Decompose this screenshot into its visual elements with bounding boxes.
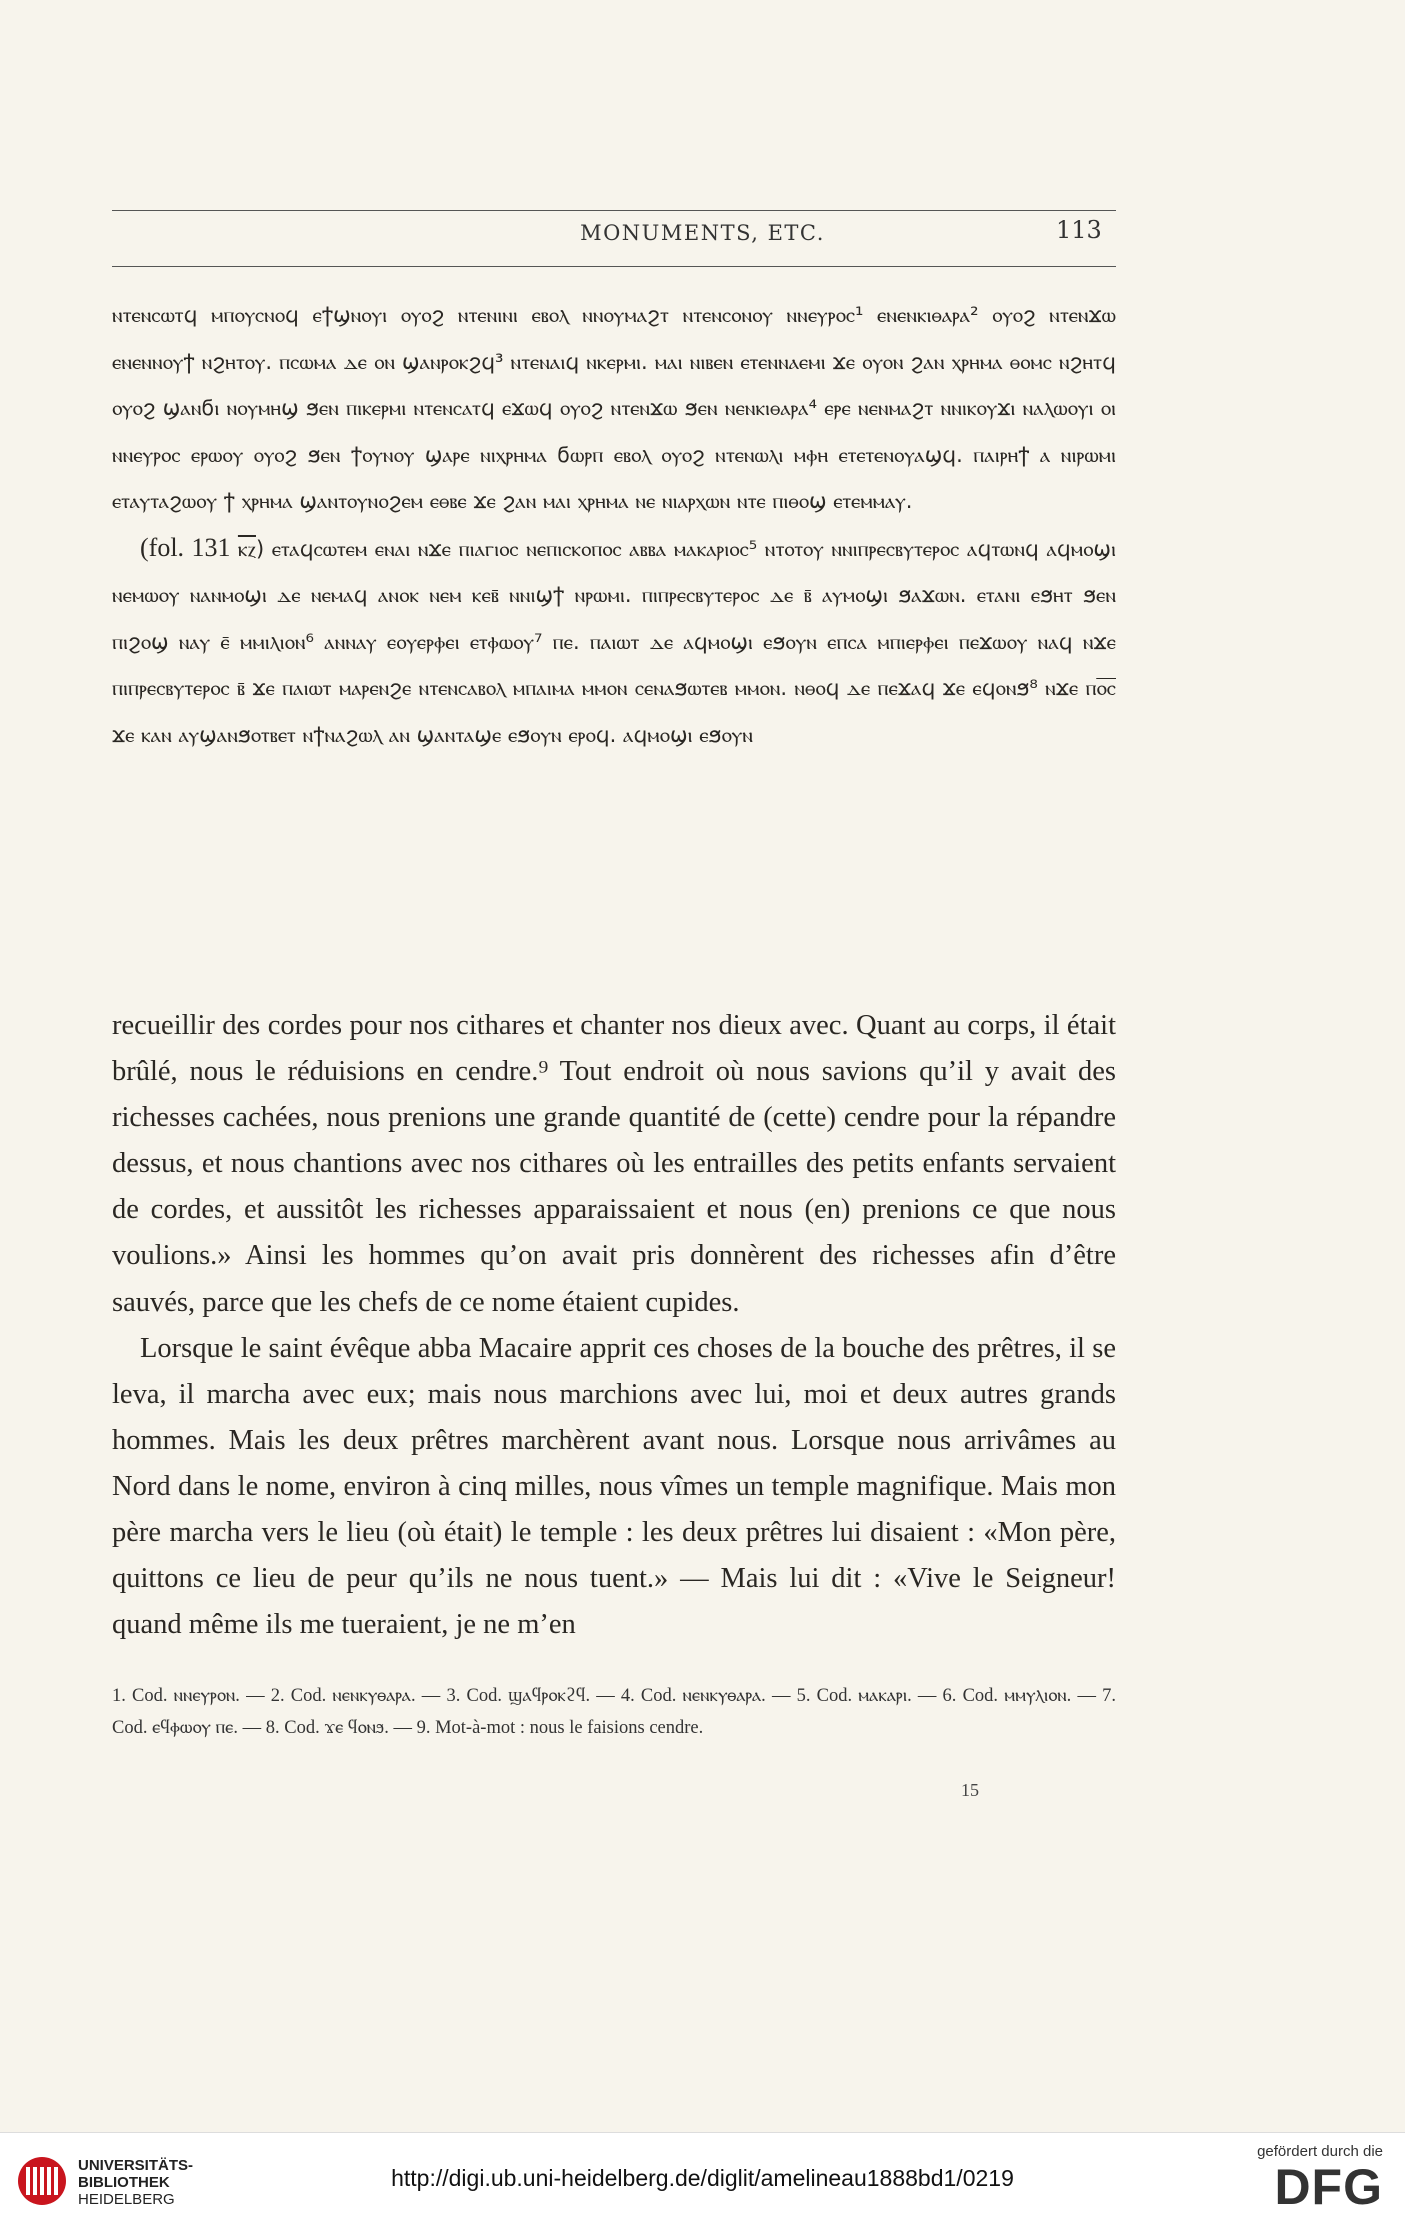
coptic-paragraph: ⲛⲧⲉⲛⲥⲱⲧϥ ⲙⲡⲟⲩⲥⲛⲟϥ ⲉϯϣⲛⲟⲩⲓ ⲟⲩⲟϩ ⲛⲧⲉⲛⲓⲛⲓ ⲉⲃⲟⲗ ⲛⲛⲟⲩⲙⲁϩⲧ ⲛⲧⲉⲛⲥⲟⲛⲟⲩ ⲛⲛⲉⲩⲣⲟⲥ¹ ⲉⲛⲉⲛⲕⲓⲑⲁⲣⲁ² ⲟⲩⲟϩ ⲛⲧⲉⲛϫⲱ ⲉⲛⲉⲛⲛⲟⲩϯ ⲛϩⲏⲧⲟⲩ. ⲡⲥⲱⲙⲁ ⲇⲉ ⲟⲛ ϣⲁⲛⲣⲟⲕϩϥ³ ⲛⲧⲉⲛⲁⲓϥ ⲛⲕⲉⲣⲙⲓ. ⲙⲁⲓ ⲛⲓⲃⲉⲛ ⲉⲧⲉⲛⲛⲁⲉⲙⲓ ϫⲉ ⲟⲩⲟⲛ ϩⲁⲛ ⲭⲣⲏⲙⲁ ⲑⲟⲙⲥ ⲛϩⲏⲧϥ ⲟⲩⲟϩ ϣⲁⲛϭⲓ ⲛⲟⲩⲙⲏϣ ϧⲉⲛ ⲡⲓⲕⲉⲣⲙⲓ ⲛⲧⲉⲛⲥⲁⲧϥ ⲉϫⲱϥ ⲟⲩⲟϩ ⲛⲧⲉⲛϫⲱ ϧⲉⲛ ⲛⲉⲛⲕⲓⲑⲁⲣⲁ⁴ ⲉⲣⲉ ⲛⲉⲛⲙⲁϩⲧ ⲛⲛⲓⲕⲟⲩϫⲓ ⲛⲁⲗⲱⲟⲩⲓ ⲟⲓ ⲛⲛⲉⲩⲣⲟⲥ ⲉⲣⲱⲟⲩ ⲟⲩⲟϩ ϧⲉⲛ ϯⲟⲩⲛⲟⲩ ϣⲁⲣⲉ ⲛⲓⲭⲣⲏⲙⲁ ϭⲱⲣⲡ ⲉⲃⲟⲗ ⲟⲩⲟϩ ⲛⲧⲉⲛⲱⲗⲓ ⲙⲫⲏ ⲉⲧⲉⲧⲉⲛⲟⲩⲁϣϥ. ⲡⲁⲓⲣⲏϯ ⲁ ⲛⲓⲣⲱⲙⲓ ⲉⲧⲁⲩⲧⲁϩⲱⲟⲩ ϯ ⲭⲣⲏⲙⲁ ϣⲁⲛⲧⲟⲩⲛⲟϩⲉⲙ ⲉⲑⲃⲉ ϫⲉ ϩⲁⲛ ⲙⲁⲓ ⲭⲣⲏⲙⲁ ⲛⲉ ⲛⲓⲁⲣⲭⲱⲛ ⲛⲧⲉ ⲡⲓⲑⲟϣ ⲉⲧⲉⲙⲙⲁⲩ.: [112, 303, 1116, 513]
permalink-url[interactable]: http://digi.ub.uni-heidelberg.de/diglit/amelineau1888bd1/0219: [391, 2165, 1014, 2191]
french-paragraph: Lorsque le saint évêque abba Macaire apprit ces choses de la bouche des prêtres, il se leva, il marcha avec eux; mais nous marchions avec lui, moi et deux autres grands hommes. Mais les deux prêtres marchèrent avant nous. Lorsque nous arrivâmes au Nord dans le nome, environ à cinq milles, nous vîmes un temple magnifique. Mais mon père marcha vers le lieu (où était) le temple : les deux prêtres lui disaient : «Mon père, quittons ce lieu de peur qu’ils ne nous tuent.» — Mais lui dit : «Vive le Seigneur! quand même ils me tueraient, je ne m’en: [112, 1332, 1116, 1641]
dfg-logo: DFG: [1274, 2159, 1383, 2215]
coptic-paragraph: [112, 525, 1116, 759]
folio-number: ⲕⲍ: [237, 536, 256, 561]
nomina-sacra: ⲡⲟ̅ⲥ̅: [1085, 676, 1116, 700]
running-title: MONUMENTS, ETC.: [580, 221, 825, 245]
digitization-footer: [0, 2132, 1405, 2230]
coptic-text: [112, 292, 1116, 758]
dfg-funding-mark: [1233, 2143, 1383, 2214]
coptic-text-run: ) ⲉⲧⲁϥⲥⲱⲧⲉⲙ ⲉⲛⲁⲓ ⲛϫⲉ ⲡⲓⲁⲅⲓⲟⲥ ⲛⲉⲡⲓⲥⲕⲟⲡⲟⲥ ⲁⲃⲃⲁ ⲙⲁⲕⲁⲣⲓⲟⲥ⁵ ⲛⲧⲟⲧⲟⲩ ⲛⲛⲓⲡⲣⲉⲥⲃⲩⲧⲉⲣⲟⲥ ⲁϥⲧⲱⲛϥ ⲁϥⲙⲟϣⲓ ⲛⲉⲙⲱⲟⲩ ⲛⲁⲛⲙⲟϣⲓ ⲇⲉ ⲛⲉⲙⲁϥ ⲁⲛⲟⲕ ⲛⲉⲙ ⲕⲉⲃ̄ ⲛⲛⲓϣϯ ⲛⲣⲱⲙⲓ. ⲡⲓⲡⲣⲉⲥⲃⲩⲧⲉⲣⲟⲥ ⲇⲉ ⲃ̄ ⲁⲩⲙⲟϣⲓ ϧⲁϫⲱⲛ. ⲉⲧⲁⲛⲓ ⲉϧⲏⲧ ϧⲉⲛ ⲡⲓϩⲟϣ ⲛⲁⲩ ⲉ̄ ⲙⲙⲓⲗⲓⲟⲛ⁶ ⲁⲛⲛⲁⲩ ⲉⲟⲩⲉⲣⲫⲉⲓ ⲉⲧⲫⲱⲟⲩ⁷ ⲡⲉ. ⲡⲁⲓⲱⲧ ⲇⲉ ⲁϥⲙⲟϣⲓ ⲉϧⲟⲩⲛ ⲉⲡⲥⲁ ⲙⲡⲓⲉⲣⲫⲉⲓ ⲡⲉϫⲱⲟⲩ ⲛⲁϥ ⲛϫⲉ ⲡⲓⲡⲣⲉⲥⲃⲩⲧⲉⲣⲟⲥ ⲃ̄ ϫⲉ ⲡⲁⲓⲱⲧ ⲙⲁⲣⲉⲛϩⲉ ⲛⲧⲉⲛⲥⲁⲃⲟⲗ ⲙⲡⲁⲓⲙⲁ ⲙⲙⲟⲛ ⲥⲉⲛⲁϧⲱⲧⲉⲃ ⲙⲙⲟⲛ. ⲛⲑⲟϥ ⲇⲉ ⲡⲉϫⲁϥ ϫⲉ ⲉϥⲟⲛϧ⁸ ⲛϫⲉ: [112, 536, 1116, 700]
funding-caption: gefördert durch die: [1257, 2143, 1383, 2160]
top-rule: [112, 210, 1116, 211]
footnotes: 1. Cod. ⲛⲛⲉⲩⲣⲟⲛ. — 2. Cod. ⲛⲉⲛⲕⲩⲑⲁⲣⲁ. — 3. Cod. ϣⲁϥⲣⲟⲕϩϥ. — 4. Cod. ⲛⲉⲛⲕⲩⲑⲁⲣⲁ. — 5. Cod. ⲙⲁⲕⲁⲣⲓ. — 6. Cod. ⲙⲙⲩⲗⲓⲟⲛ. — 7. Cod. ⲉϥⲫⲱⲟⲩ ⲡⲉ. — 8. Cod. ϫⲉ ϥⲟⲛϧ. — 9. Mot-à-mot : nous le faisions cendre.: [112, 1686, 1116, 1738]
folio-label: (fol. 131: [140, 532, 238, 562]
header-rule: [112, 266, 1116, 267]
french-paragraph: recueillir des cordes pour nos cithares et chanter nos dieux avec. Quant au corps, il était brûlé, nous le réduisions en cendre.⁹ Tout endroit où nous savions qu’il y avait des richesses cachées, nous prenions une grande quantité de (cette) cendre pour la répandre dessus, et nous chantions avec nos cithares où les entrailles des petits enfants servaient de cordes, et aussitôt les richesses apparaissaient et nous (en) prenions ce que nous voulions.» Ainsi les hommes qu’on avait pris donnèrent des richesses afin d’être sauvés, parce que les chefs de ce nome étaient cupides.: [112, 1010, 1116, 1318]
coptic-text-run: ϫⲉ ⲕⲁⲛ ⲁⲩϣⲁⲛϧⲟⲧⲃⲉⲧ ⲛϯⲛⲁϩⲱⲗ ⲁⲛ ϣⲁⲛⲧⲁϣⲉ ⲉϧⲟⲩⲛ ⲉⲣⲟϥ. ⲁϥⲙⲟϣⲓ ⲉϧⲟⲩⲛ: [112, 722, 753, 747]
library-name: UNIVERSITÄTS- BIBLIOTHEK HEIDELBERG: [78, 2157, 194, 2208]
french-translation: [112, 1003, 1116, 1648]
signature-mark: 15: [961, 1780, 979, 1800]
page-number: 113: [1056, 216, 1102, 244]
